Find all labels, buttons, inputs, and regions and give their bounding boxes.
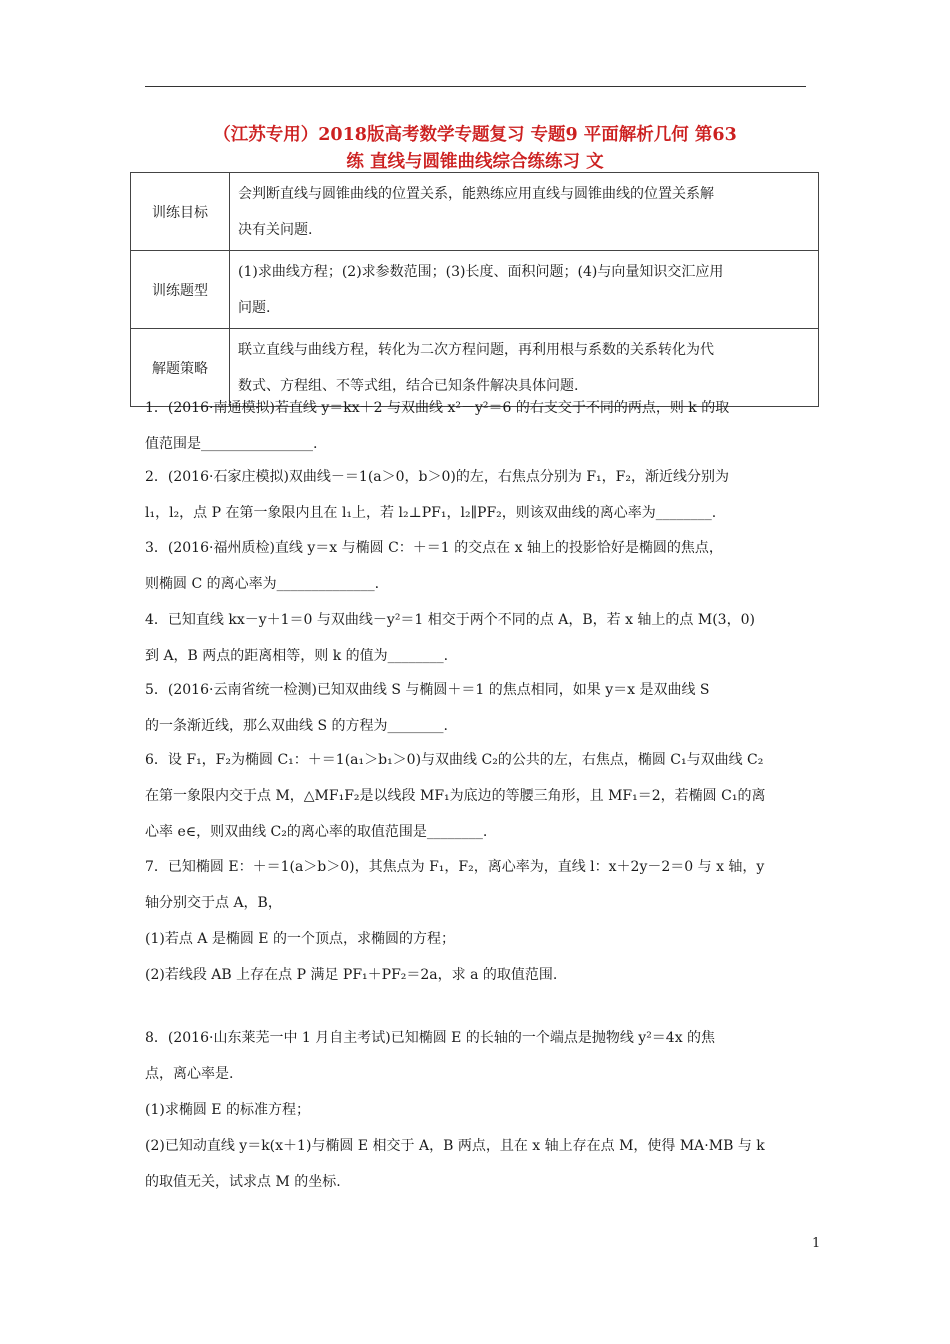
title-line-2: 练 直线与圆锥曲线综合练练习 文 xyxy=(346,152,604,172)
question-3: 3．(2016·福州质检)直线 y＝x 与椭圆 C：＋＝1 的交点在 x 轴上的投影恰好是椭圆的焦点， 则椭圆 C 的离心率为______________. xyxy=(145,540,723,592)
table-row xyxy=(131,251,819,329)
row-key: 训练目标 xyxy=(131,173,230,251)
row-key: 解题策略 xyxy=(131,329,230,407)
header-rule xyxy=(145,86,806,87)
table-row xyxy=(131,173,819,251)
question-7: 7．已知椭圆 E：＋＝1(a＞b＞0)，其焦点为 F₁，F₂，离心率为，直线 l：x＋2y－2＝0 与 x 轴，y 轴分别交于点 A，B， (1)若点 A 是椭圆 E 的一个顶点，求椭圆的方程； (2)若线段 AB 上存在点 P 满足 PF₁＋PF₂＝2a，求 a 的取值范围. xyxy=(145,859,765,983)
training-info-table xyxy=(130,172,819,407)
question-2: 2．(2016·石家庄模拟)双曲线－＝1(a＞0，b＞0)的左，右焦点分别为 F₁，F₂，渐近线分别为 l₁，l₂，点 P 在第一象限内且在 l₁上，若 l₂⊥PF₁，l₂∥PF₂，则该双曲线的离心率为________. xyxy=(145,469,729,521)
page-number: 1 xyxy=(812,1236,821,1251)
title-line-1: （江苏专用）2018版高考数学专题复习 专题9 平面解析几何 第63 xyxy=(213,125,737,145)
row-key: 训练题型 xyxy=(131,251,230,329)
page-title xyxy=(130,122,820,176)
question-4: 4．已知直线 kx－y＋1＝0 与双曲线－y²＝1 相交于两个不同的点 A，B，若 x 轴上的点 M(3，0) 到 A，B 两点的距离相等，则 k 的值为________. xyxy=(145,612,755,664)
question-8: 8．(2016·山东莱芜一中 1 月自主考试)已知椭圆 E 的长轴的一个端点是抛物线 y²＝4x 的焦 点，离心率是. (1)求椭圆 E 的标准方程； (2)已知动直线 y＝k(x＋1)与椭圆 E 相交于 A，B 两点，且在 x 轴上存在点 M，使得 MA·MB 与 k 的取值无关，试求点 M 的坐标. xyxy=(145,1030,765,1190)
row-value: 会判断直线与圆锥曲线的位置关系，能熟练应用直线与圆锥曲线的位置关系解 决有关问题. xyxy=(230,173,819,251)
question-6: 6．设 F₁，F₂为椭圆 C₁：＋＝1(a₁＞b₁＞0)与双曲线 C₂的公共的左，右焦点，椭圆 C₁与双曲线 C₂ 在第一象限内交于点 M，△MF₁F₂是以线段 MF₁为底边的等腰三角形，且 MF₁＝2，若椭圆 C₁的离 心率 e∈，则双曲线 C₂的离心率的取值范围是________. xyxy=(145,752,766,840)
row-value: (1)求曲线方程；(2)求参数范围；(3)长度、面积问题；(4)与向量知识交汇应用 问题. xyxy=(230,251,819,329)
question-5: 5．(2016·云南省统一检测)已知双曲线 S 与椭圆＋＝1 的焦点相同，如果 y＝x 是双曲线 S 的一条渐近线，那么双曲线 S 的方程为________. xyxy=(145,682,710,734)
question-1: 1．(2016·南通模拟)若直线 y＝kx＋2 与双曲线 x²－y²＝6 的右支交于不同的两点，则 k 的取 值范围是________________. xyxy=(145,400,730,452)
row-value: 联立直线与曲线方程，转化为二次方程问题，再利用根与系数的关系转化为代 数式、方程组、不等式组，结合已知条件解决具体问题. xyxy=(230,329,819,407)
